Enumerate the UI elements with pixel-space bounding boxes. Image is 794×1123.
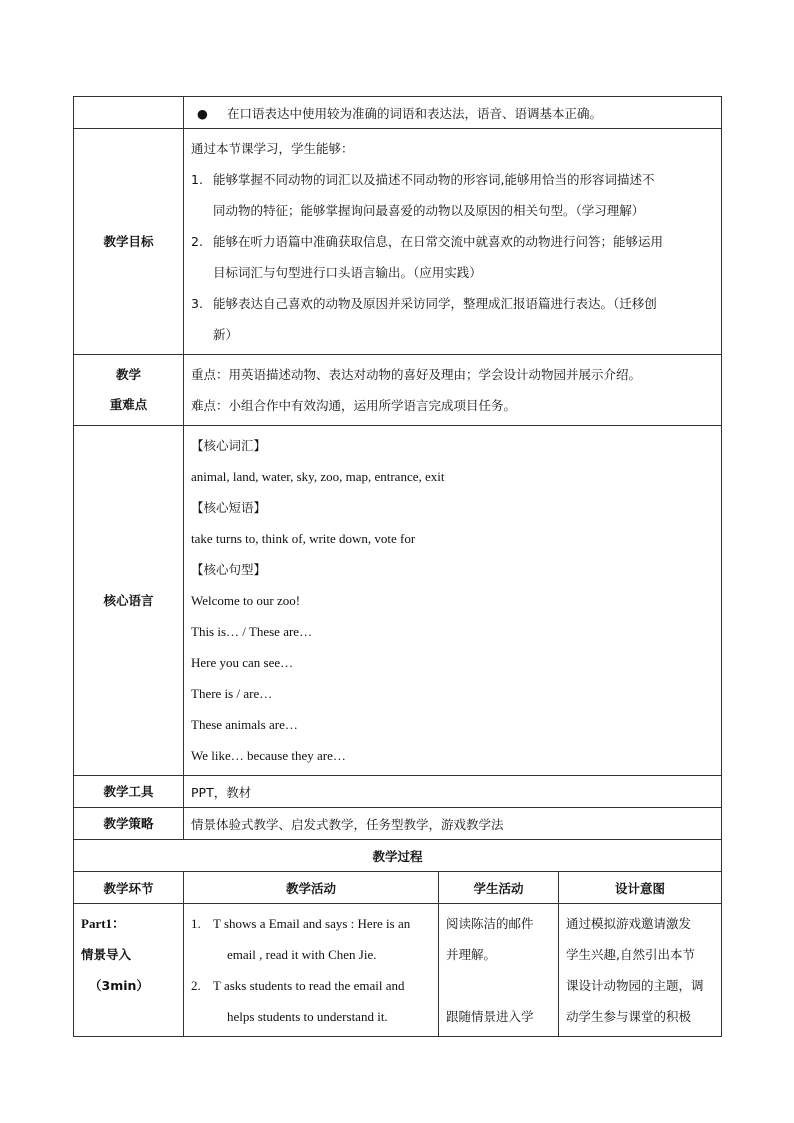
activity-item-cont: email , read it with Chen Jie. bbox=[227, 947, 377, 962]
part1-stage: Part1： 情景导入 （3min） bbox=[74, 904, 184, 1037]
key-focus: 重点：用英语描述动物、表达对动物的喜好及理由；学会设计动物园并展示介绍。 bbox=[191, 367, 642, 382]
process-title: 教学过程 bbox=[74, 840, 722, 872]
key-points-content bbox=[184, 355, 722, 426]
lesson-plan-table-area bbox=[73, 96, 721, 1037]
objectives-label: 教学目标 bbox=[74, 129, 184, 355]
lesson-plan-table bbox=[73, 96, 722, 1037]
core-language-row bbox=[74, 426, 722, 776]
activity-item: 2. T asks students to read the email and bbox=[191, 978, 405, 993]
empty-label-cell bbox=[74, 97, 184, 129]
header-design-intent: 设计意图 bbox=[559, 872, 722, 904]
core-language-label: 核心语言 bbox=[74, 426, 184, 776]
vocab-list: animal, land, water, sky, zoo, map, entrance, exit bbox=[191, 469, 445, 484]
sentence-item: We like… because they are… bbox=[191, 748, 346, 763]
objective-item-cont: 目标词汇与句型进行口头语言输出。（应用实践） bbox=[213, 265, 482, 280]
sentence-item: Here you can see… bbox=[191, 655, 294, 670]
phrase-list: take turns to, think of, write down, vote for bbox=[191, 531, 416, 546]
header-teacher-activity: 教学活动 bbox=[184, 872, 439, 904]
tools-row bbox=[74, 776, 722, 808]
expression-row bbox=[74, 97, 722, 129]
tools-value: PPT，教材 bbox=[184, 776, 722, 808]
key-points-label: 教学 重难点 bbox=[74, 355, 184, 426]
activity-item: 1. T shows a Email and says : Here is an bbox=[191, 916, 411, 931]
objective-item: 1. 能够掌握不同动物的词汇以及描述不同动物的形容词,能够用恰当的形容词描述不 bbox=[191, 172, 655, 187]
sentence-item: These animals are… bbox=[191, 717, 298, 732]
strategy-value: 情景体验式教学、启发式教学，任务型教学，游戏教学法 bbox=[184, 808, 722, 840]
header-student-activity: 学生活动 bbox=[439, 872, 559, 904]
expression-cell bbox=[184, 97, 722, 129]
strategy-label: 教学策略 bbox=[74, 808, 184, 840]
sentence-item: Welcome to our zoo! bbox=[191, 593, 301, 608]
process-part1-row bbox=[74, 904, 722, 1037]
sentence-item: This is… / These are… bbox=[191, 624, 313, 639]
process-header-row bbox=[74, 872, 722, 904]
header-stage: 教学环节 bbox=[74, 872, 184, 904]
part1-student-activity: 阅读陈洁的邮件 并理解。 跟随情景进入学 bbox=[439, 904, 559, 1037]
objectives-intro: 通过本节课学习，学生能够： bbox=[191, 141, 354, 156]
tools-label: 教学工具 bbox=[74, 776, 184, 808]
part1-teacher-activity bbox=[184, 904, 439, 1037]
key-difficulty: 难点：小组合作中有效沟通，运用所学语言完成项目任务。 bbox=[191, 398, 517, 413]
objective-item: 2. 能够在听力语篇中准确获取信息，在日常交流中就喜欢的动物进行问答；能够运用 bbox=[191, 234, 664, 249]
objective-item: 3. 能够表达自己喜欢的动物及原因并采访同学，整理成汇报语篇进行表达。（迁移创 bbox=[191, 296, 657, 311]
sentence-item: There is / are… bbox=[191, 686, 273, 701]
bullet-icon: ● bbox=[197, 105, 208, 121]
sentence-title: 【核心句型】 bbox=[191, 562, 267, 577]
vocab-title: 【核心词汇】 bbox=[191, 438, 267, 453]
core-language-content bbox=[184, 426, 722, 776]
expression-text: 在口语表达中使用较为准确的词语和表达法，语音、语调基本正确。 bbox=[227, 105, 603, 121]
part1-design-intent: 通过模拟游戏邀请激发 学生兴趣,自然引出本节 课设计动物园的主题，调 动学生参与课堂的积极 bbox=[559, 904, 722, 1037]
objectives-content bbox=[184, 129, 722, 355]
activity-item-cont: helps students to understand it. bbox=[227, 1009, 388, 1024]
key-points-row bbox=[74, 355, 722, 426]
strategy-row bbox=[74, 808, 722, 840]
process-title-row bbox=[74, 840, 722, 872]
objective-item-cont: 同动物的特征；能够掌握询问最喜爱的动物以及原因的相关句型。（学习理解） bbox=[213, 203, 645, 218]
phrase-title: 【核心短语】 bbox=[191, 500, 267, 515]
objective-item-cont: 新） bbox=[213, 327, 239, 342]
objectives-row bbox=[74, 129, 722, 355]
